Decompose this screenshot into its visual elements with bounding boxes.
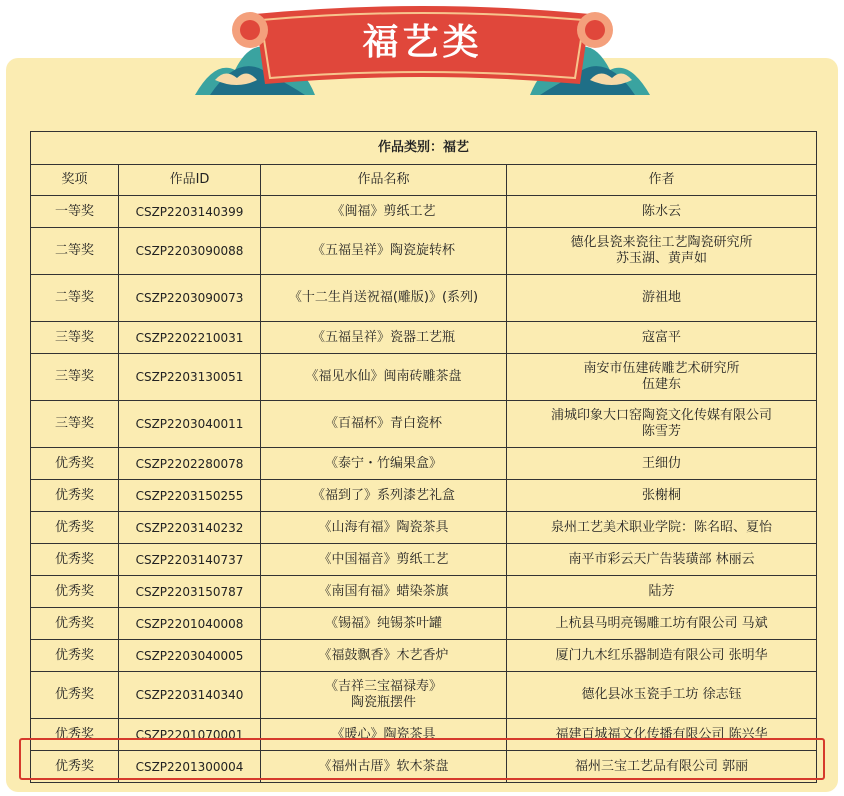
cell-award	[31, 448, 119, 480]
table-row	[31, 275, 817, 322]
header-id: 作品ID	[119, 165, 261, 196]
cell-author	[507, 354, 817, 401]
cell-award-text: 优秀奖	[54, 519, 94, 535]
table-row	[31, 322, 817, 354]
cell-name-text: 《五福呈祥》瓷器工艺瓶	[311, 329, 455, 345]
cell-author	[507, 480, 817, 512]
cell-award-text: 优秀奖	[54, 647, 94, 663]
cell-author	[507, 672, 817, 719]
table-row	[31, 640, 817, 672]
banner-decoration	[195, 0, 650, 100]
cell-award-text: 优秀奖	[54, 687, 94, 702]
cell-id-text: CSZP2203140737	[135, 552, 244, 567]
cell-award-text: 优秀奖	[54, 726, 94, 742]
cell-award-text: 优秀奖	[54, 583, 94, 599]
header-award: 奖项	[31, 165, 119, 196]
cell-award	[31, 354, 119, 401]
cell-author	[507, 576, 817, 608]
cell-award	[31, 640, 119, 672]
cell-author-text: 寇富平	[642, 329, 682, 345]
table-row	[31, 576, 817, 608]
cell-id	[119, 228, 261, 275]
banner-title: 福艺类	[362, 22, 483, 63]
cell-name-text: 《福到了》系列漆艺礼盒	[311, 487, 455, 503]
cell-name	[261, 608, 507, 640]
cell-award	[31, 576, 119, 608]
cell-id-text: CSZP2203140399	[135, 204, 244, 219]
cell-author	[507, 228, 817, 275]
cell-name-text: 《福见水仙》闽南砖雕茶盘	[305, 369, 462, 384]
cell-id	[119, 354, 261, 401]
cell-award-text: 三等奖	[54, 329, 94, 345]
cell-award	[31, 401, 119, 448]
cell-id-text: CSZP2202280078	[135, 456, 244, 471]
cell-award-text: 二等奖	[54, 243, 94, 258]
header-author: 作者	[507, 165, 817, 196]
cell-id	[119, 672, 261, 719]
table-row	[31, 480, 817, 512]
cell-name-text: 《五福呈祥》陶瓷旋转杯	[311, 243, 455, 258]
cell-id	[119, 322, 261, 354]
cell-id-text: CSZP2201300004	[135, 759, 244, 774]
cell-name-text: 《吉祥三宝福禄寿》	[324, 679, 442, 694]
cell-author-text: 福州三宝工艺品有限公司 郭丽	[574, 758, 749, 774]
cell-name-text: 《十二生肖送祝福(雕版)》(系列)	[288, 290, 479, 305]
cell-author	[507, 512, 817, 544]
cell-author-text: 浦城印象大口窑陶瓷文化传媒有限公司	[551, 408, 773, 423]
cell-id-text: CSZP2203040005	[135, 648, 244, 663]
table-row	[31, 512, 817, 544]
cell-id	[119, 275, 261, 322]
table-row	[31, 196, 817, 228]
cell-name-text: 陶瓷瓶摆件	[350, 695, 416, 710]
cell-name	[261, 228, 507, 275]
cell-id-text: CSZP2203140340	[135, 688, 244, 702]
cell-author	[507, 275, 817, 322]
cell-author-text: 南安市伍建砖雕艺术研究所	[583, 361, 740, 376]
cell-award-text: 二等奖	[54, 290, 94, 305]
cell-author-text: 陈水云	[642, 203, 682, 219]
cell-author	[507, 544, 817, 576]
table-title: 作品类别：福艺	[31, 132, 817, 165]
cell-award-text: 优秀奖	[54, 615, 94, 631]
cell-name	[261, 512, 507, 544]
cell-name-text: 《泰宁・竹编果盒》	[324, 455, 442, 471]
table-row	[31, 354, 817, 401]
cell-award-text: 优秀奖	[54, 551, 94, 567]
cell-award	[31, 322, 119, 354]
cell-name-text: 《中国福音》剪纸工艺	[318, 551, 449, 567]
cell-author	[507, 401, 817, 448]
cell-id	[119, 640, 261, 672]
cell-name	[261, 401, 507, 448]
cell-id-text: CSZP2203150255	[135, 488, 244, 503]
cell-award	[31, 275, 119, 322]
cell-name-text: 《百福杯》青白瓷杯	[324, 416, 442, 431]
cell-award	[31, 608, 119, 640]
cell-author-text: 张榭桐	[642, 487, 682, 503]
cell-author-text: 泉州工艺美术职业学院：陈名昭、夏怡	[551, 519, 773, 535]
header-name: 作品名称	[261, 165, 507, 196]
cell-author-text: 王细仂	[642, 455, 682, 471]
cell-id-text: CSZP2202210031	[135, 330, 244, 345]
cell-id-text: CSZP2203090088	[135, 244, 244, 258]
cell-author	[507, 608, 817, 640]
awards-table	[30, 131, 817, 783]
cell-name	[261, 448, 507, 480]
cell-author	[507, 322, 817, 354]
cell-name-text: 《福鼓飘香》木艺香炉	[318, 647, 449, 663]
cell-id-text: CSZP2201040008	[135, 616, 244, 631]
cell-id	[119, 576, 261, 608]
cell-name	[261, 196, 507, 228]
cell-award-text: 三等奖	[54, 369, 94, 384]
cell-author-text: 陆芳	[648, 583, 675, 599]
cell-name	[261, 576, 507, 608]
cell-name	[261, 544, 507, 576]
cell-id	[119, 448, 261, 480]
cell-author-text: 游祖地	[642, 290, 682, 305]
cell-name-text: 《山海有福》陶瓷茶具	[318, 519, 449, 535]
table-row	[31, 448, 817, 480]
cell-author-text: 德化县瓷来瓷往工艺陶瓷研究所	[570, 235, 753, 250]
cell-name-text: 《南国有福》蜡染茶旗	[318, 583, 449, 599]
cell-award-text: 三等奖	[54, 416, 94, 431]
cell-author-text: 福建百城福文化传播有限公司 陈兴华	[555, 726, 768, 742]
table-row	[31, 228, 817, 275]
cell-id-text: CSZP2203040011	[135, 417, 244, 431]
table-row	[31, 608, 817, 640]
cell-award-text: 一等奖	[54, 203, 94, 219]
cell-id	[119, 512, 261, 544]
cell-id-text: CSZP2203090073	[135, 291, 244, 305]
table-row	[31, 544, 817, 576]
cell-award	[31, 228, 119, 275]
cell-name	[261, 275, 507, 322]
cell-id	[119, 480, 261, 512]
cell-name	[261, 672, 507, 719]
cell-name-text: 《闽福》剪纸工艺	[331, 203, 436, 219]
table-row	[31, 672, 817, 719]
cell-award	[31, 672, 119, 719]
cell-award-text: 优秀奖	[54, 487, 94, 503]
table-row	[31, 401, 817, 448]
cell-id	[119, 196, 261, 228]
cell-award	[31, 196, 119, 228]
cell-author-text: 伍建东	[642, 377, 682, 392]
cell-id-text: CSZP2201070001	[135, 727, 244, 742]
cell-author-text: 厦门九木红乐器制造有限公司 张明华	[555, 647, 768, 663]
cell-id-text: CSZP2203150787	[135, 584, 244, 599]
cell-author	[507, 196, 817, 228]
cell-author-text: 德化县冰玉瓷手工坊 徐志钰	[581, 687, 742, 702]
cell-name	[261, 640, 507, 672]
cell-award-text: 优秀奖	[54, 455, 94, 471]
highlight-box	[19, 738, 825, 780]
cell-author-text: 陈雪芳	[642, 424, 682, 439]
cell-name	[261, 354, 507, 401]
cell-id	[119, 401, 261, 448]
cell-name-text: 《福州古厝》软木茶盘	[318, 758, 449, 774]
cell-author-text: 上杭县马明亮锡雕工坊有限公司 马斌	[555, 615, 768, 631]
cell-id	[119, 608, 261, 640]
cell-author	[507, 640, 817, 672]
cell-name	[261, 322, 507, 354]
cell-award	[31, 544, 119, 576]
cell-award-text: 优秀奖	[54, 758, 94, 774]
cell-author-text: 南平市彩云天广告装璜部 林丽云	[568, 551, 755, 567]
cell-id-text: CSZP2203130051	[135, 370, 244, 384]
cell-id	[119, 544, 261, 576]
cell-name	[261, 480, 507, 512]
cell-award	[31, 512, 119, 544]
cell-name-text: 《锡福》纯锡茶叶罐	[324, 615, 442, 631]
cell-author-text: 苏玉湖、黄声如	[616, 251, 708, 266]
cell-id-text: CSZP2203140232	[135, 520, 244, 535]
cell-award	[31, 480, 119, 512]
cell-author	[507, 448, 817, 480]
cell-name-text: 《暖心》陶瓷茶具	[331, 726, 436, 742]
